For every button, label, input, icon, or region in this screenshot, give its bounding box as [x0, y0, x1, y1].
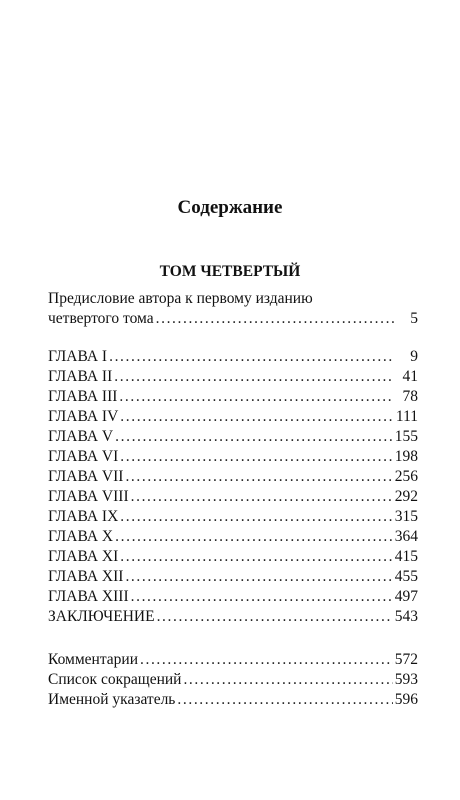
chapter-label: ЗАКЛЮЧЕНИЕ: [48, 608, 155, 625]
dot-leader: [131, 587, 393, 607]
page-number: 497: [394, 588, 418, 605]
toc-row-chapter-3: [48, 387, 418, 407]
page-number: 41: [402, 368, 418, 385]
toc-row-chapter-4: [48, 407, 418, 427]
chapter-label: ГЛАВА VII: [48, 468, 124, 485]
dot-leader: [120, 407, 394, 427]
chapter-label: ГЛАВА III: [48, 388, 118, 405]
page-number: 111: [395, 408, 418, 425]
dot-leader: [115, 427, 393, 447]
chapter-label: ГЛАВА IV: [48, 408, 119, 425]
page-number: 596: [394, 691, 418, 708]
toc-row-comments: [48, 650, 418, 670]
dot-leader: [120, 507, 392, 527]
toc-row-conclusion: [48, 607, 418, 627]
chapter-label: ГЛАВА X: [48, 528, 114, 545]
preface-title-line1: Предисловие автора к первому изданию: [48, 290, 313, 307]
toc-row-chapter-10: [48, 527, 418, 547]
page-number: 256: [394, 468, 418, 485]
dot-leader: [120, 447, 392, 467]
dot-leader: [109, 347, 394, 367]
page-number: 9: [410, 348, 418, 365]
dot-leader: [125, 567, 392, 587]
toc-row-chapter-11: [48, 547, 418, 567]
page-number: 198: [394, 448, 418, 465]
preface-row: [48, 309, 418, 329]
page-number: 415: [394, 548, 418, 565]
toc-row-name-index: [48, 690, 418, 710]
page-number: 455: [394, 568, 418, 585]
chapter-label: ГЛАВА II: [48, 368, 113, 385]
page-number: 5: [410, 310, 418, 327]
preface-entry: [48, 289, 418, 329]
toc-row-chapter-5: [48, 427, 418, 447]
preface-title-line2: четвертого тома: [48, 310, 154, 327]
page-number: 78: [402, 388, 418, 405]
toc-row-abbreviations: [48, 670, 418, 690]
page-number: 572: [394, 651, 418, 668]
dot-leader: [183, 670, 392, 690]
page-number: 292: [394, 488, 418, 505]
appendix-label: Список сокращений: [48, 671, 182, 688]
chapter-label: ГЛАВА V: [48, 428, 114, 445]
dot-leader: [125, 467, 392, 487]
page-number: 315: [394, 508, 418, 525]
dot-leader: [114, 367, 394, 387]
toc-row-chapter-13: [48, 587, 418, 607]
chapter-label: ГЛАВА XII: [48, 568, 124, 585]
chapter-label: ГЛАВА XI: [48, 548, 119, 565]
toc-row-chapter-2: [48, 367, 418, 387]
chapter-label: ГЛАВА VIII: [48, 488, 129, 505]
appendix-label: Комментарии: [48, 651, 138, 668]
chapter-label: ГЛАВА XIII: [48, 588, 129, 605]
volume-title: ТОМ ЧЕТВЕРТЫЙ: [159, 263, 301, 280]
page-title: Содержание: [177, 197, 283, 218]
page-number: 543: [394, 608, 418, 625]
toc-row-chapter-9: [48, 507, 418, 527]
chapter-label: ГЛАВА VI: [48, 448, 119, 465]
toc-row-chapter-6: [48, 447, 418, 467]
toc-row-chapter-8: [48, 487, 418, 507]
toc-row-chapter-12: [48, 567, 418, 587]
page-number: 364: [394, 528, 418, 545]
dot-leader: [157, 607, 393, 627]
chapters-list: [48, 347, 418, 627]
appendix-list: [48, 650, 418, 710]
dot-leader: [177, 690, 392, 710]
chapter-label: ГЛАВА I: [48, 348, 108, 365]
dot-leader: [131, 487, 393, 507]
page-number: 593: [394, 671, 418, 688]
dot-leader: [119, 387, 394, 407]
dot-leader: [120, 547, 392, 567]
page-number: 155: [394, 428, 418, 445]
toc-row-chapter-7: [48, 467, 418, 487]
dot-leader: [115, 527, 393, 547]
chapter-label: ГЛАВА IX: [48, 508, 119, 525]
dot-leader: [140, 650, 393, 670]
dot-leader: [156, 309, 394, 329]
appendix-label: Именной указатель: [48, 691, 176, 708]
toc-row-chapter-1: [48, 347, 418, 367]
